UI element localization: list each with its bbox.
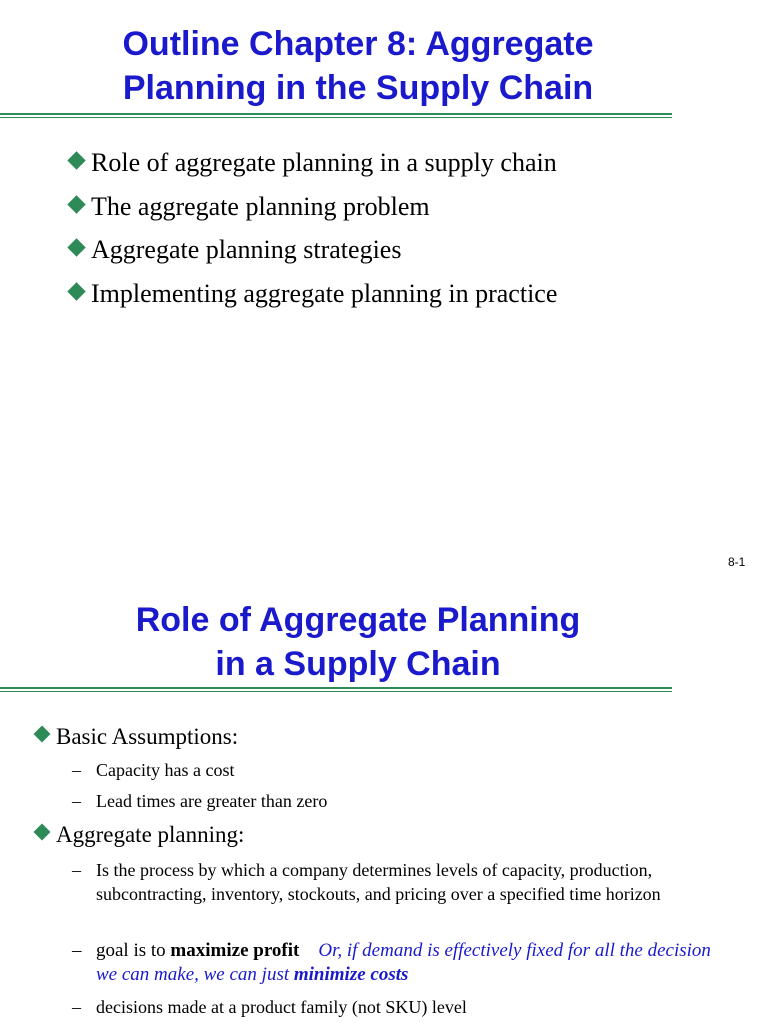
slide-title — [0, 22, 716, 110]
page-number: 8-1 — [728, 555, 746, 569]
diamond-bullet-icon — [34, 726, 51, 743]
diamond-bullet-icon — [34, 824, 51, 841]
sub-list-item: – decisions made at a product family (not SKU) level — [72, 997, 467, 1017]
title-underline — [0, 113, 672, 118]
slide-title — [0, 598, 716, 686]
diamond-bullet-icon — [67, 195, 85, 213]
diamond-bullet-icon — [67, 282, 85, 300]
list-item: The aggregate planning problem — [70, 192, 430, 222]
title-line-2: in a Supply Chain — [215, 645, 501, 683]
title-line-1: Role of Aggregate Planning — [135, 601, 581, 639]
list-item: Implementing aggregate planning in practice — [70, 279, 557, 309]
diamond-bullet-icon — [67, 151, 85, 169]
sub-list-item: – Capacity has a cost — [72, 760, 235, 780]
title-line-2: Planning in the Supply Chain — [122, 69, 594, 107]
list-item: Role of aggregate planning in a supply chain — [70, 148, 557, 178]
list-item: Aggregate planning strategies — [70, 235, 401, 265]
list-item: Basic Assumptions: — [36, 723, 238, 751]
slide-role-of-aggregate-planning — [0, 580, 768, 1024]
diamond-bullet-icon — [67, 238, 85, 256]
sub-list-item: – goal is to maximize profit Or, if demand is effectively fixed for all the decision we can make, we can just minimize costs — [72, 940, 711, 985]
sub-list-item: – Lead times are greater than zero — [72, 791, 328, 811]
sub-list-item: – Is the process by which a company determines levels of capacity, production, subcontracting, inventory, stockouts, and pricing over a specified time horizon — [72, 860, 661, 904]
title-underline — [0, 687, 672, 692]
title-line-1: Outline Chapter 8: Aggregate — [122, 25, 594, 63]
list-item: Aggregate planning: — [36, 821, 244, 849]
